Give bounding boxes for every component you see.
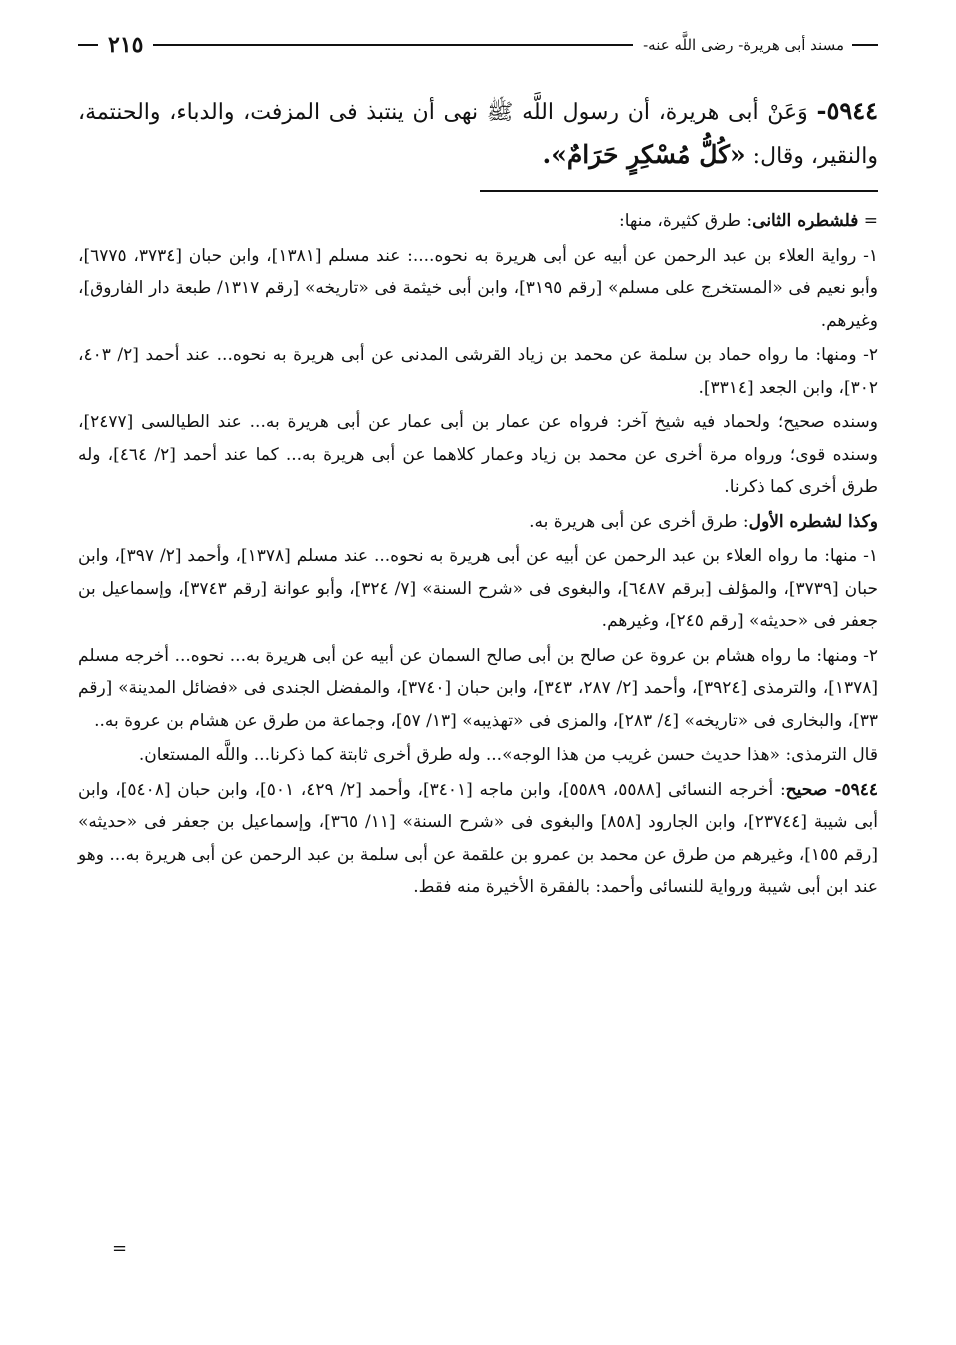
note-heading-second-part: فلشطره الثانى xyxy=(752,211,859,231)
note-text: : طرق كثيرة، منها: xyxy=(619,211,753,231)
note-paragraph-4: وسنده صحيح؛ ولحماد فيه شيخ آخر: فرواه عن عمار بن أبى عمار عن أبى هريرة به... عند الطيالسى [٢٤٧٧]، وسنده قوى؛ ورواه مرة أخرى عن محمد بن زياد وعمار كلاهما عن أبى هريرة به... كما عند أحمد [٢/ ٤٦٤]، وله طرق أخرى كما ذكرنا. xyxy=(78,412,878,497)
note-paragraph-2: ١- رواية العلاء بن عبد الرحمن عن أبيه عن أبى هريرة به نحوه....: عند مسلم [١٣٨١]، وابن حبان [٣٧٣٤، ٦٧٧٥]، وأبو نعيم فى «المستخرج على مسلم» [رقم ٣١٩٥]، وابن أبى خيثمة فى «تاريخه» [رقم ١٣١٧/ طبعة دار الفاروق]، وغيرهم. xyxy=(78,245,878,331)
note-heading-first-part: وكذا لشطره الأول xyxy=(748,511,878,532)
header-rule xyxy=(153,44,633,46)
grading-label: ٥٩٤٤- صحيح xyxy=(785,779,878,800)
section-separator xyxy=(480,190,878,192)
hadith-body: وَعَنْ أبى هريرة، أن رسول اللَّه ﷺ نهى أن ينتبذ فى المزفت، والدباء، والحنتمة، والنقير، وقال: xyxy=(78,100,878,169)
note-paragraph-5 xyxy=(78,506,878,539)
hadith-number: ٥٩٤٤- xyxy=(816,96,878,125)
note-paragraph-7: ٢- ومنها: ما رواه هشام بن عروة عن صالح بن أبى صالح السمان عن أبيه عن أبى هريرة به... نحوه... أخرجه مسلم [١٣٧٨]، والترمذى [٣٩٢٤]، وأحمد [٢/ ٢٨٧، ٣٤٣]، وابن حبان [٣٧٤٠]، والمفضل الجندى فى «فضائل المدينة» [رقم ٣٣]، والبخارى فى «تاريخه» [٤/ ٢٨٣]، والمزى فى «تهذيبه» [١٣/ ٥٧]، وجماعة من طرق عن هشام بن عروة به.. xyxy=(78,645,878,731)
header-dash-right xyxy=(852,44,878,46)
continuation-mark: = xyxy=(863,211,878,231)
running-header xyxy=(78,30,878,60)
note-paragraph-8: قال الترمذى: «هذا حديث حسن غريب من هذا الوجه»... وله طرق أخرى ثابتة كما ذكرنا... واللَّه المستعان. xyxy=(138,745,878,765)
hadith-quote: «كُلُّ مُسْكِرٍ حَرَامٌ». xyxy=(542,140,746,169)
footnotes xyxy=(78,205,878,906)
note-paragraph-6: ١- منها: ما رواه العلاء بن عبد الرحمن عن أبيه عن أبى هريرة به نحوه... عند مسلم [١٣٧٨]، وأحمد [٢/ ٣٩٧]، وابن حبان [٣٧٣٩]، والمؤلف [برقم ٦٤٨٧]، والبغوى فى «شرح السنة» [٧/ ٣٢٤]، وأبو عوانة [رقم ٣٧٤٣]، وإسماعيل بن جعفر فى «حديثه» [رقم ٢٤٥]، وغيرهم. xyxy=(78,546,878,631)
book-title: مسند أبى هريرة- رضى اللَّه عنه- xyxy=(643,36,844,54)
note-paragraph-9 xyxy=(78,774,878,904)
note-paragraph-3: ٢- ومنها: ما رواه حماد بن سلمة عن محمد بن زياد القرشى المدنى عن أبى هريرة به نحوه... عند أحمد [٢/ ٤٠٣، ٣٠٢]، وابن الجعد [٣٣١٤]. xyxy=(78,345,878,398)
end-continuation-mark: = xyxy=(112,1238,128,1259)
hadith-text xyxy=(78,90,878,178)
header-dash-left xyxy=(78,44,98,46)
note-paragraph-1 xyxy=(78,205,878,238)
note-text: : طرق أخرى عن أبى هريرة به. xyxy=(529,511,749,532)
page-number: ٢١٥ xyxy=(108,32,144,58)
note-text: : أخرجه النسائى [٥٥٨٨، ٥٥٨٩]، وابن ماجه [٣٤٠١]، وأحمد [٢/ ٤٢٩، ٥٠١]، وابن حبان [٥٤٠٨]، وابن أبى شيبة [٢٣٧٤٤]، وابن الجارود [٨٥٨] والبغوى فى «شرح السنة» [١١/ ٣٦٥]، وإسماعيل بن جعفر فى «حديثه» [رقم ١٥٥]، وغيرهم من طرق عن محمد بن عمرو بن علقمة عن أبى سلمة بن عبد الرحمن عن أبى هريرة به... وهو عند ابن أبى شيبة ورواية للنسائى وأحمد: بالفقرة الأخيرة منه فقط. xyxy=(78,779,879,897)
